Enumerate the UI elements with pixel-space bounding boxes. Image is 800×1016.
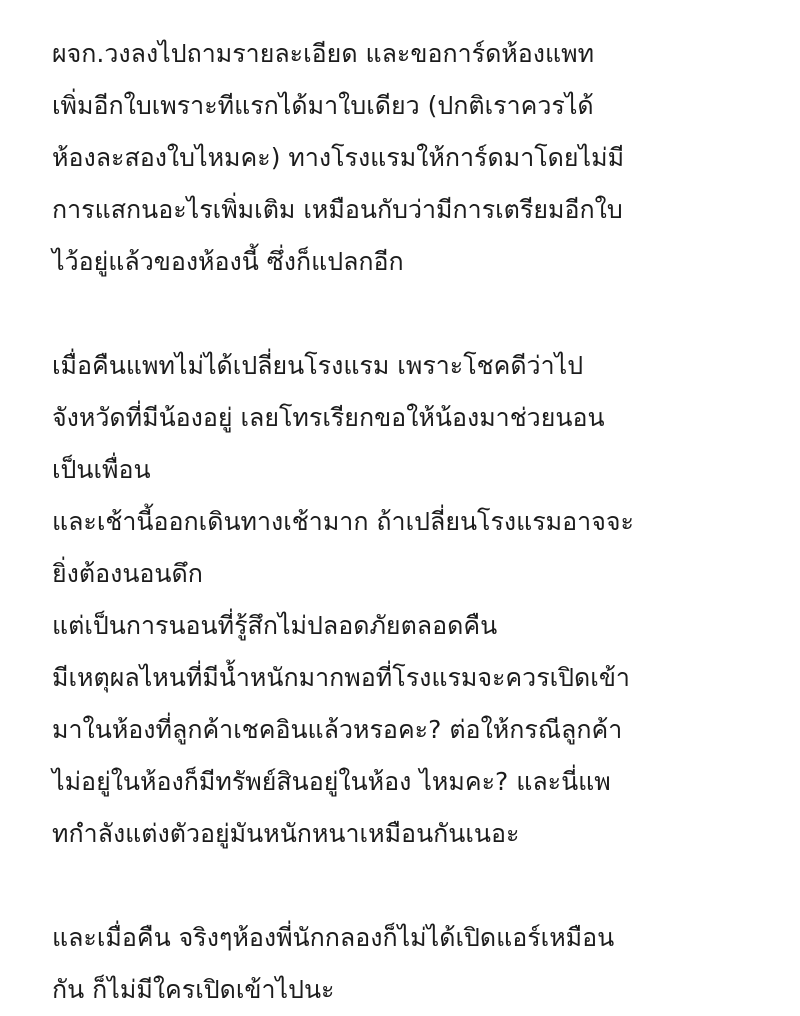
text-line: ทกำลังแต่งตัวอยู่มันหนักหนาเหมือนกันเนอะ (52, 819, 520, 848)
text-line: ผจก.วงลงไปถามรายละเอียด และขอการ์ดห้องแพท (52, 39, 595, 68)
paragraph-spacer (52, 288, 772, 340)
paragraph-card-request (52, 28, 772, 288)
text-line: และเมื่อคืน จริงๆห้องพี่นักกลองก็ไม่ได้เปิดแอร์เหมือน (52, 923, 615, 952)
paragraph-spacer (52, 860, 772, 912)
text-line: จังหวัดที่มีน้องอยู่ เลยโทรเรียกขอให้น้องมาช่วยนอน (52, 403, 605, 432)
text-line: และเช้านี้ออกเดินทางเช้ามาก ถ้าเปลี่ยนโรงแรมอาจจะ (52, 507, 634, 536)
text-line: แต่เป็นการนอนที่รู้สึกไม่ปลอดภัยตลอดคืน (52, 611, 498, 640)
text-line: กัน ก็ไม่มีใครเปิดเข้าไปนะ (52, 975, 335, 1004)
text-line: ไว้อยู่แล้วของห้องนี้ ซึ่งก็แปลกอีก (52, 247, 404, 276)
text-line: มีเหตุผลไหนที่มีน้ำหนักมากพอที่โรงแรมจะควรเปิดเข้า (52, 663, 630, 692)
text-line: มาในห้องที่ลูกค้าเชคอินแล้วหรอคะ? ต่อให้กรณีลูกค้า (52, 715, 623, 744)
text-line: เมื่อคืนแพทไม่ได้เปลี่ยนโรงแรม เพราะโชคดีว่าไป (52, 351, 584, 380)
text-line: เพิ่มอีกใบเพราะทีแรกได้มาใบเดียว (ปกติเราควรได้ (52, 91, 594, 120)
text-line: ห้องละสองใบไหมคะ) ทางโรงแรมให้การ์ดมาโดยไม่มี (52, 143, 625, 172)
text-line: ไม่อยู่ในห้องก็มีทรัพย์สินอยู่ในห้อง ไหมคะ? และนี่แพ (52, 767, 611, 796)
text-line: ยิ่งต้องนอนดึก (52, 559, 203, 588)
paragraph-drummer-room (52, 912, 772, 1016)
document-body (52, 28, 772, 1016)
text-line: เป็นเพื่อน (52, 455, 151, 484)
text-line: การแสกนอะไรเพิ่มเติม เหมือนกับว่ามีการเตรียมอีกใบ (52, 195, 623, 224)
paragraph-hotel-stay (52, 340, 772, 860)
